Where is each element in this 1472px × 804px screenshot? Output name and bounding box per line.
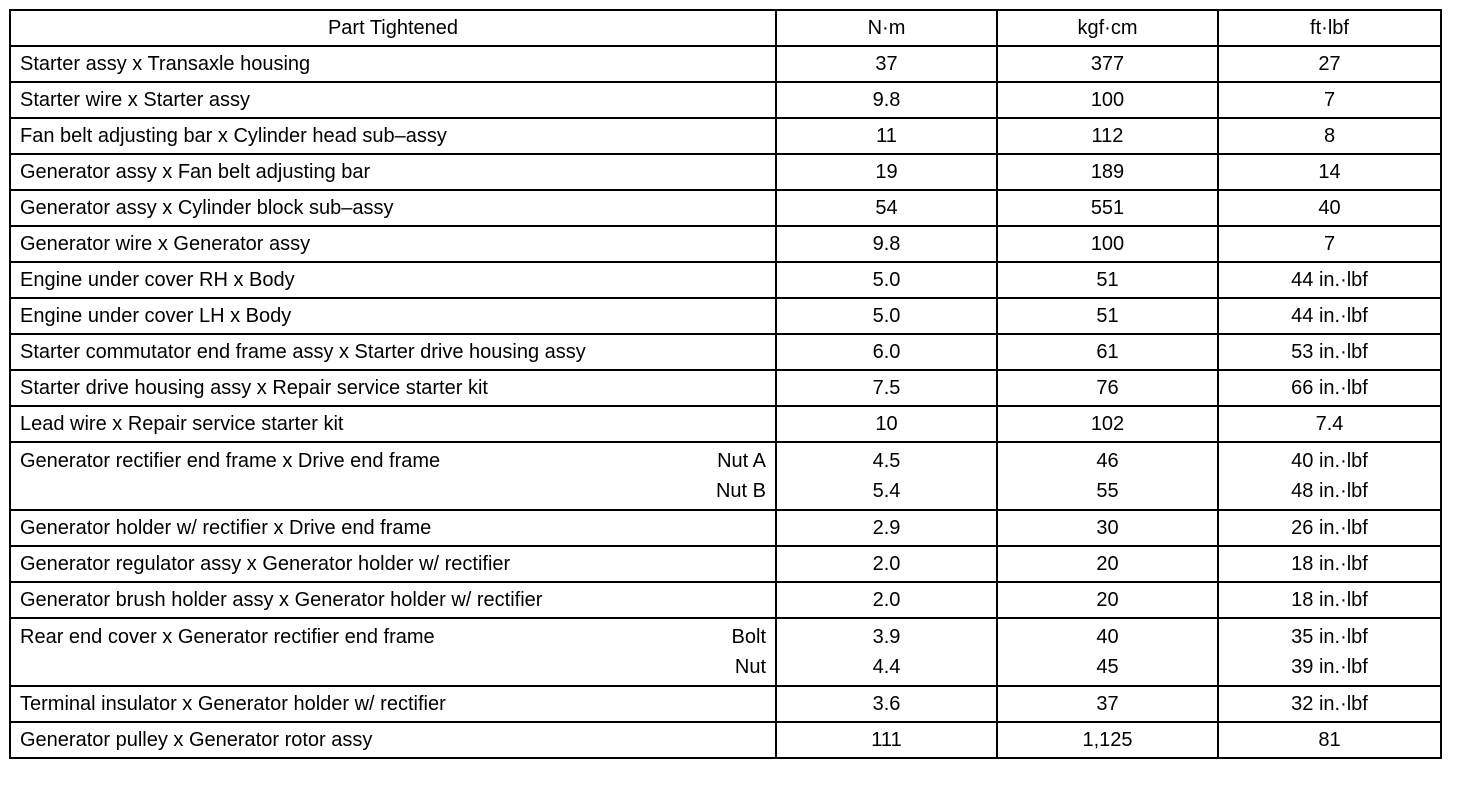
table-row <box>10 118 1441 154</box>
ft-lbf-value-cell: 66 in.·lbf <box>1218 370 1441 406</box>
ft-lbf-value-cell: 32 in.·lbf <box>1218 686 1441 722</box>
part-tightened-cell: Starter drive housing assy x Repair service starter kit <box>10 370 776 406</box>
kgf-cm-value-cell: 100 <box>997 226 1218 262</box>
kgf-cm-value-cell: 1,125 <box>997 722 1218 758</box>
nm-value-cell <box>776 442 997 510</box>
table-row <box>10 46 1441 82</box>
stacked-value: 40 <box>1096 626 1119 648</box>
ft-lbf-value-cell: 26 in.·lbf <box>1218 510 1441 546</box>
kgf-cm-value-cell: 51 <box>997 262 1218 298</box>
part-tightened-cell: Terminal insulator x Generator holder w/ rectifier <box>10 686 776 722</box>
table-row <box>10 154 1441 190</box>
kgf-cm-value-cell: 51 <box>997 298 1218 334</box>
kgf-cm-value-cell: 189 <box>997 154 1218 190</box>
ft-lbf-value-cell: 53 in.·lbf <box>1218 334 1441 370</box>
stacked-value: 3.9 <box>872 626 901 648</box>
part-tightened-cell: Generator pulley x Generator rotor assy <box>10 722 776 758</box>
header-nm: N·m <box>776 10 997 46</box>
stacked-value: 40 in.·lbf <box>1291 450 1368 472</box>
stacked-value: 4.4 <box>872 656 901 678</box>
sub-part-labels <box>732 622 766 682</box>
part-tightened-cell: Fan belt adjusting bar x Cylinder head sub–assy <box>10 118 776 154</box>
stacked-value: 46 <box>1096 450 1119 472</box>
table-row <box>10 546 1441 582</box>
table-row <box>10 406 1441 442</box>
kgf-cm-value-cell: 551 <box>997 190 1218 226</box>
sub-part-label: Nut A <box>717 450 766 472</box>
table-row <box>10 82 1441 118</box>
stacked-values <box>1219 622 1440 682</box>
table-row <box>10 582 1441 618</box>
part-tightened-cell: Generator assy x Cylinder block sub–assy <box>10 190 776 226</box>
table-row <box>10 226 1441 262</box>
kgf-cm-value-cell: 37 <box>997 686 1218 722</box>
table-row <box>10 262 1441 298</box>
part-tightened-cell: Generator wire x Generator assy <box>10 226 776 262</box>
ft-lbf-value-cell: 44 in.·lbf <box>1218 298 1441 334</box>
part-tightened-cell: Starter wire x Starter assy <box>10 82 776 118</box>
ft-lbf-value-cell: 40 <box>1218 190 1441 226</box>
table-row <box>10 442 1441 510</box>
table-row <box>10 190 1441 226</box>
ft-lbf-value-cell <box>1218 442 1441 510</box>
nm-value-cell: 10 <box>776 406 997 442</box>
nm-value-cell: 5.0 <box>776 298 997 334</box>
kgf-cm-value-cell <box>997 442 1218 510</box>
stacked-value: 48 in.·lbf <box>1291 480 1368 502</box>
table-row <box>10 618 1441 686</box>
part-tightened-cell: Generator assy x Fan belt adjusting bar <box>10 154 776 190</box>
part-tightened-cell: Engine under cover LH x Body <box>10 298 776 334</box>
nm-value-cell: 54 <box>776 190 997 226</box>
kgf-cm-value-cell: 100 <box>997 82 1218 118</box>
ft-lbf-value-cell: 18 in.·lbf <box>1218 582 1441 618</box>
sub-part-label: Nut B <box>715 480 766 502</box>
part-cell-content <box>20 622 775 682</box>
ft-lbf-value-cell: 8 <box>1218 118 1441 154</box>
stacked-values <box>1219 446 1440 506</box>
stacked-values <box>777 446 996 506</box>
nm-value-cell: 2.9 <box>776 510 997 546</box>
nm-value-cell: 11 <box>776 118 997 154</box>
table-body <box>10 46 1441 758</box>
part-cell-content <box>20 446 775 506</box>
table-row <box>10 370 1441 406</box>
table-row <box>10 334 1441 370</box>
part-tightened-cell <box>10 442 776 510</box>
kgf-cm-value-cell: 377 <box>997 46 1218 82</box>
sub-part-label: Bolt <box>731 626 766 648</box>
stacked-values <box>998 446 1217 506</box>
nm-value-cell: 9.8 <box>776 82 997 118</box>
sub-part-labels <box>716 446 766 506</box>
part-tightened-cell: Lead wire x Repair service starter kit <box>10 406 776 442</box>
kgf-cm-value-cell: 102 <box>997 406 1218 442</box>
kgf-cm-value-cell: 20 <box>997 582 1218 618</box>
kgf-cm-value-cell: 30 <box>997 510 1218 546</box>
kgf-cm-value-cell: 61 <box>997 334 1218 370</box>
part-tightened-cell: Starter commutator end frame assy x Starter drive housing assy <box>10 334 776 370</box>
stacked-value: 45 <box>1096 656 1119 678</box>
kgf-cm-value-cell: 20 <box>997 546 1218 582</box>
header-ft-lbf: ft·lbf <box>1218 10 1441 46</box>
ft-lbf-value-cell: 7.4 <box>1218 406 1441 442</box>
stacked-value: 55 <box>1096 480 1119 502</box>
table-row <box>10 298 1441 334</box>
nm-value-cell: 37 <box>776 46 997 82</box>
ft-lbf-value-cell: 14 <box>1218 154 1441 190</box>
table-header-row <box>10 10 1441 46</box>
nm-value-cell: 19 <box>776 154 997 190</box>
part-tightened-cell: Generator brush holder assy x Generator holder w/ rectifier <box>10 582 776 618</box>
nm-value-cell: 3.6 <box>776 686 997 722</box>
kgf-cm-value-cell <box>997 618 1218 686</box>
ft-lbf-value-cell <box>1218 618 1441 686</box>
nm-value-cell: 7.5 <box>776 370 997 406</box>
header-part-tightened: Part Tightened <box>10 10 776 46</box>
stacked-value: 4.5 <box>872 450 901 472</box>
nm-value-cell: 2.0 <box>776 546 997 582</box>
ft-lbf-value-cell: 7 <box>1218 82 1441 118</box>
stacked-values <box>998 622 1217 682</box>
torque-spec-table <box>9 9 1442 759</box>
ft-lbf-value-cell: 7 <box>1218 226 1441 262</box>
sub-part-label: Nut <box>734 656 766 678</box>
part-tightened-cell: Generator regulator assy x Generator holder w/ rectifier <box>10 546 776 582</box>
nm-value-cell: 2.0 <box>776 582 997 618</box>
part-tightened-cell: Engine under cover RH x Body <box>10 262 776 298</box>
nm-value-cell: 6.0 <box>776 334 997 370</box>
table-row <box>10 510 1441 546</box>
table-row <box>10 722 1441 758</box>
part-tightened-cell: Generator holder w/ rectifier x Drive end frame <box>10 510 776 546</box>
ft-lbf-value-cell: 81 <box>1218 722 1441 758</box>
stacked-value: 35 in.·lbf <box>1291 626 1368 648</box>
nm-value-cell <box>776 618 997 686</box>
part-tightened-cell <box>10 618 776 686</box>
kgf-cm-value-cell: 76 <box>997 370 1218 406</box>
part-name-text: Rear end cover x Generator rectifier end frame <box>20 626 435 648</box>
table-row <box>10 686 1441 722</box>
part-tightened-cell: Starter assy x Transaxle housing <box>10 46 776 82</box>
kgf-cm-value-cell: 112 <box>997 118 1218 154</box>
header-kgf-cm: kgf·cm <box>997 10 1218 46</box>
nm-value-cell: 5.0 <box>776 262 997 298</box>
part-name-text: Generator rectifier end frame x Drive end frame <box>20 450 441 472</box>
stacked-values <box>777 622 996 682</box>
ft-lbf-value-cell: 27 <box>1218 46 1441 82</box>
ft-lbf-value-cell: 18 in.·lbf <box>1218 546 1441 582</box>
nm-value-cell: 111 <box>776 722 997 758</box>
ft-lbf-value-cell: 44 in.·lbf <box>1218 262 1441 298</box>
nm-value-cell: 9.8 <box>776 226 997 262</box>
stacked-value: 39 in.·lbf <box>1291 656 1368 678</box>
stacked-value: 5.4 <box>872 480 901 502</box>
